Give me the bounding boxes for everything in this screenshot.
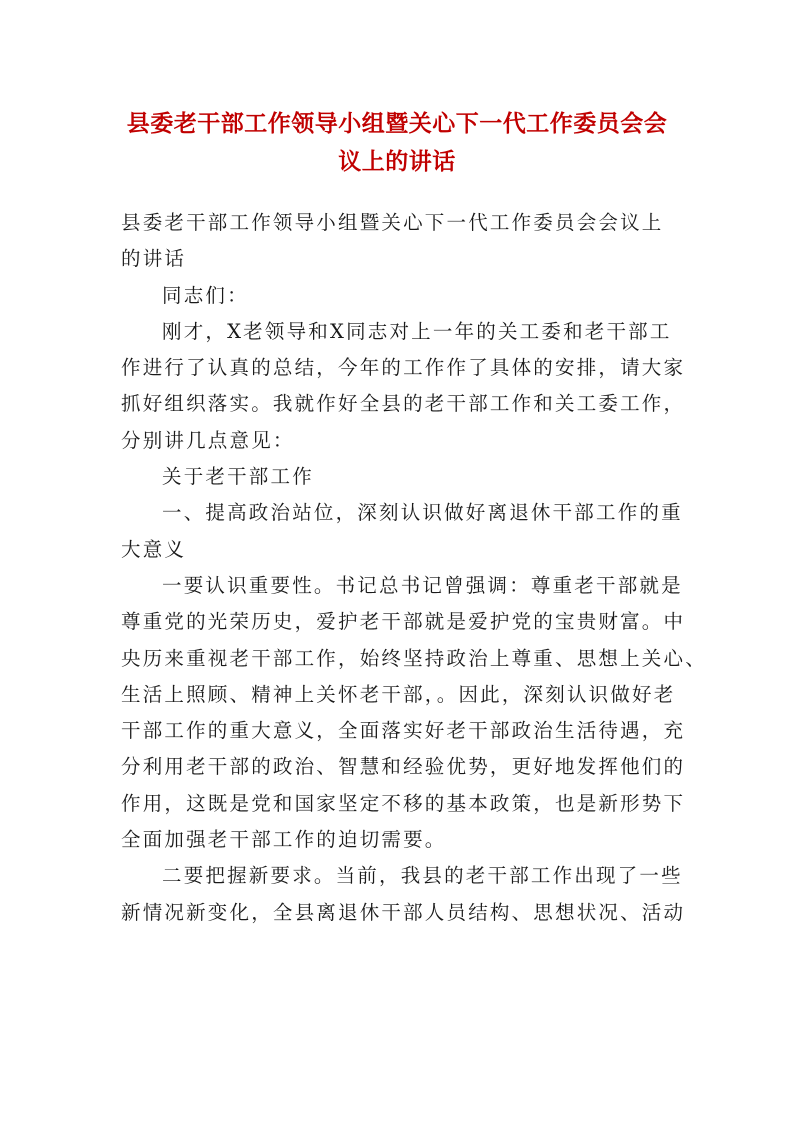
body-line: 的讲话 <box>121 247 187 271</box>
document-body <box>121 205 707 931</box>
body-line: 作进行了认真的总结，今年的工作作了具体的安排，请大家 <box>121 356 686 380</box>
body-line: 刚才，X老领导和X同志对上一年的关工委和老干部工 <box>162 319 672 343</box>
body-line: 关于老干部工作 <box>162 465 314 489</box>
body-line: 县委老干部工作领导小组暨关心下一代工作委员会会议上 <box>121 211 664 234</box>
body-line: 分别讲几点意见： <box>121 428 295 452</box>
body-line: 二要把握新要求。当前，我县的老干部工作出现了一些 <box>162 864 683 888</box>
body-line: 尊重党的光荣历史，爱护老干部就是爱护党的宝贵财富。中 <box>121 610 686 634</box>
body-line: 大意义 <box>121 537 187 561</box>
document-title-line-2: 议上的讲话 <box>338 148 456 175</box>
body-line: 抓好组织落实。我就作好全县的老干部工作和关工委工作， <box>121 392 686 416</box>
body-line: 作用，这既是党和国家坚定不移的基本政策，也是新形势下 <box>121 791 686 815</box>
body-line: 分利用老干部的政治、智慧和经验优势，更好地发挥他们的 <box>121 755 686 779</box>
body-line: 全面加强老干部工作的迫切需要。 <box>121 828 447 852</box>
body-line: 央历来重视老干部工作，始终坚持政治上尊重、思想上关心、 <box>121 646 707 670</box>
body-line: 一要认识重要性。书记总书记曾强调：尊重老干部就是 <box>162 573 683 597</box>
body-line: 生活上照顾、精神上关怀老干部，。因此，深刻认识做好老 <box>121 682 676 706</box>
body-line: 干部工作的重大意义，全面落实好老干部政治生活待遇，充 <box>121 719 686 743</box>
body-line: 新情况新变化，全县离退休干部人员结构、思想状况、活动 <box>121 900 686 924</box>
body-line: 一、提高政治站位，深刻认识做好离退休干部工作的重 <box>162 501 683 525</box>
body-line: 同志们： <box>162 283 249 307</box>
document-title-line-1: 县委老干部工作领导小组暨关心下一代工作委员会会 <box>126 110 668 137</box>
